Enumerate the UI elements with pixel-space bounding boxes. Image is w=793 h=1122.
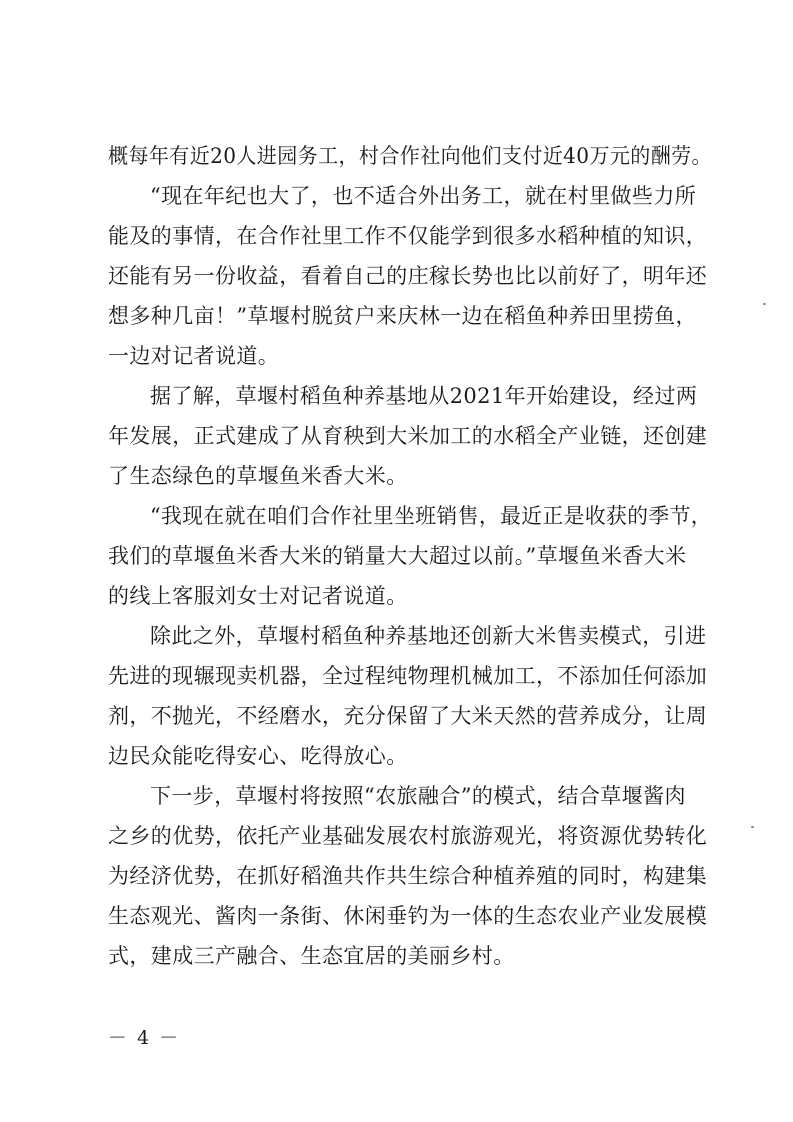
paragraph-2-line-4: 想多种几亩！”草堰村脱贫户来庆林一边在稻鱼种养田里捞鱼，	[108, 304, 697, 328]
paragraph-2-line-3: 还能有另一份收益，看着自己的庄稼长势也比以前好了，明年还	[108, 264, 708, 288]
paragraph-2-line-1: “现在年纪也大了，也不适合外出务工，就在村里做些力所	[150, 184, 697, 208]
paragraph-3-line-1: 据了解，草堰村稻鱼种养基地从2021年开始建设，经过两	[150, 384, 698, 408]
paragraph-3-line-2: 年发展，正式建成了从育秧到大米加工的水稻全产业链，还创建	[108, 424, 708, 448]
paragraph-6-line-4: 生态观光、酱肉一条街、休闲垂钓为一体的生态农业产业发展模	[108, 904, 708, 928]
paragraph-6-line-3: 为经济优势，在抓好稻渔共作共生综合种植养殖的同时，构建集	[108, 864, 708, 888]
paragraph-6-line-2: 之乡的优势，依托产业基础发展农村旅游观光，将资源优势转化	[108, 824, 708, 848]
paragraph-1-line-1: 概每年有近20人进园务工，村合作社向他们支付近40万元的酬劳。	[108, 144, 712, 168]
paragraph-4-line-3: 的线上客服刘女士对记者说道。	[108, 584, 408, 608]
paragraph-6-line-5: 式，建成三产融合、生态宜居的美丽乡村。	[108, 944, 515, 968]
paragraph-6-line-1: 下一步，草堰村将按照“农旅融合”的模式，结合草堰酱肉	[150, 784, 686, 808]
scan-speck	[751, 826, 754, 828]
paragraph-5-line-1: 除此之外，草堰村稻鱼种养基地还创新大米售卖模式，引进	[150, 624, 707, 648]
paragraph-2-line-2: 能及的事情，在合作社里工作不仅能学到很多水稻种植的知识，	[108, 224, 708, 248]
paragraph-4-line-1: “我现在就在咱们合作社里坐班销售，最近正是收获的季节，	[150, 504, 712, 528]
paragraph-5-line-3: 剂，不抛光，不经磨水，充分保留了大米天然的营养成分，让周	[108, 704, 708, 728]
paragraph-4-line-2: 我们的草堰鱼米香大米的销量大大超过以前。”草堰鱼米香大米	[108, 544, 687, 568]
paragraph-2-line-5: 一边对记者说道。	[108, 344, 280, 368]
paragraph-5-line-4: 边民众能吃得安心、吃得放心。	[108, 744, 408, 768]
page-number: － 4 －	[108, 1027, 181, 1049]
paragraph-5-line-2: 先进的现辗现卖机器，全过程纯物理机械加工，不添加任何添加	[108, 664, 708, 688]
paragraph-3-line-3: 了生态绿色的草堰鱼米香大米。	[108, 464, 408, 488]
scan-speck	[763, 303, 766, 305]
